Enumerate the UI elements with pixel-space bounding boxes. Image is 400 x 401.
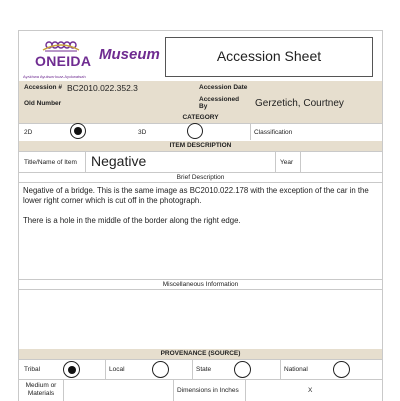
- provenance-state-label: State: [196, 366, 212, 373]
- title-name-label: Title/Name of Item: [24, 159, 77, 166]
- accession-number-value[interactable]: BC2010.022.352.3: [67, 83, 138, 93]
- museum-label: Museum: [99, 46, 160, 63]
- provenance-national-label: National: [284, 366, 308, 373]
- brief-description-label: Brief Description: [176, 174, 225, 181]
- misc-information-value[interactable]: [23, 293, 379, 347]
- provenance-local-label: Local: [109, 366, 125, 373]
- accessioned-by-value[interactable]: Gerzetich, Courtney: [255, 98, 344, 109]
- category-3d-radio[interactable]: [187, 123, 203, 139]
- category-2d-label: 2D: [24, 129, 33, 136]
- accession-sheet: [18, 30, 383, 401]
- provenance-tribal-radio[interactable]: [63, 361, 80, 378]
- category-2d-radio[interactable]: [70, 123, 86, 139]
- oneida-tagline: Ayʌkhwa Ayukwa·kuaʌ Ayʌkwatsah: [23, 74, 86, 79]
- radio-selected-dot: [74, 127, 82, 135]
- provenance-local-radio[interactable]: [152, 361, 169, 378]
- old-number-label: Old Number: [24, 100, 62, 107]
- provenance-state-radio[interactable]: [234, 361, 251, 378]
- category-3d-label: 3D: [138, 129, 147, 136]
- oneida-emblem-icon: [21, 37, 101, 53]
- accession-number-label: Accession #: [24, 84, 62, 91]
- oneida-logo: [21, 37, 101, 81]
- brief-description-text[interactable]: [23, 186, 379, 226]
- provenance-national-radio[interactable]: [333, 361, 350, 378]
- title-name-value[interactable]: Negative: [91, 153, 147, 169]
- oneida-wordmark: ONEIDA: [35, 53, 92, 69]
- category-heading: CATEGORY: [182, 114, 219, 121]
- misc-information-label: Miscellaneous Information: [162, 281, 239, 288]
- dimensions-separator: X: [308, 387, 313, 394]
- item-description-heading: ITEM DESCRIPTION: [169, 142, 232, 149]
- classification-label: Classification: [254, 129, 293, 136]
- accession-date-label: Accession Date: [199, 84, 248, 91]
- dimensions-label: Dimensions in Inches: [177, 387, 239, 394]
- page-title: Accession Sheet: [216, 48, 322, 64]
- brief-description-paragraph-1: Negative of a bridge. This is the same image as BC2010.022.178 with the exception of the car in the lower right corner which is cut off in the photograph.: [23, 186, 369, 205]
- accessioned-by-label: Accessioned By: [199, 96, 240, 110]
- brief-description-paragraph-2: There is a hole in the middle of the border along the right edge.: [23, 216, 241, 225]
- provenance-tribal-label: Tribal: [24, 366, 41, 373]
- title-box: [165, 37, 373, 77]
- medium-materials-label: Medium or Materials: [25, 382, 57, 397]
- provenance-heading: PROVENANCE (SOURCE): [160, 350, 241, 357]
- radio-selected-dot: [68, 366, 76, 374]
- year-label: Year: [280, 159, 294, 166]
